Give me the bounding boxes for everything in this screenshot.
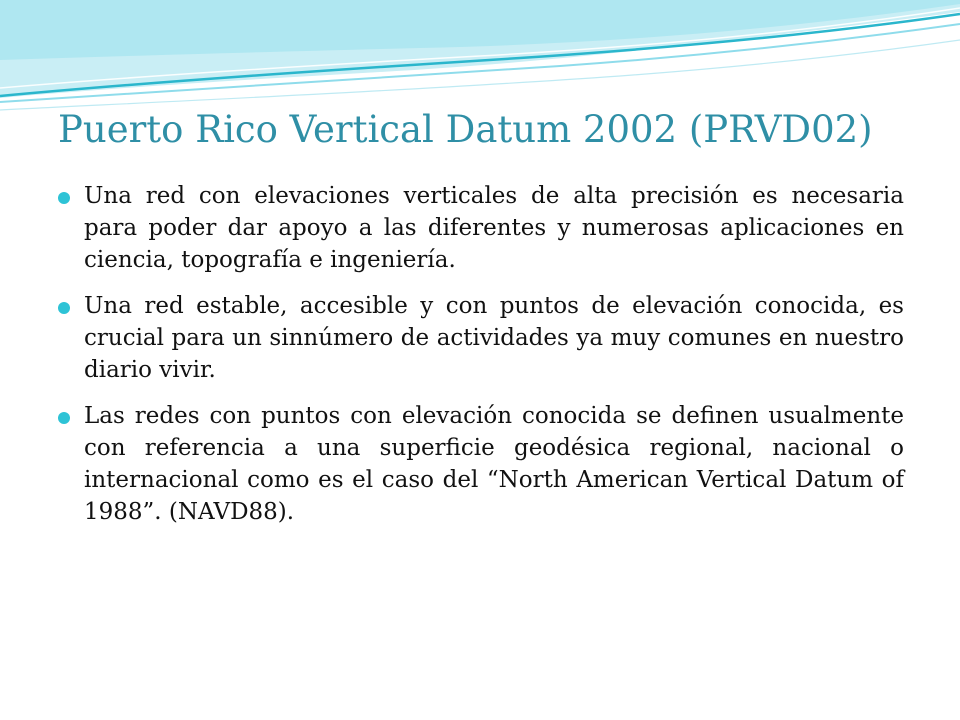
- bullet-text: Una red estable, accesible y con puntos de elevación conocida, es crucial para un sinnúmero de actividades ya muy comunes en nuestro diario vivir.: [84, 293, 904, 383]
- bullet-text: Una red con elevaciones verticales de alta precisión es necesaria para poder dar apoyo a las diferentes y numerosas aplicaciones en ciencia, topografía e ingeniería.: [84, 183, 904, 273]
- bullet-item: [58, 290, 904, 386]
- slide-title: Puerto Rico Vertical Datum 2002 (PRVD02): [58, 108, 873, 151]
- bullet-list: [58, 180, 904, 542]
- header-wave-decoration: [0, 0, 960, 120]
- bullet-icon: [58, 302, 70, 314]
- bullet-item: [58, 180, 904, 276]
- bullet-icon: [58, 412, 70, 424]
- bullet-item: [58, 400, 904, 528]
- bullet-icon: [58, 192, 70, 204]
- bullet-text: Las redes con puntos con elevación conocida se definen usualmente con referencia a una superficie geodésica regional, nacional o internacional como es el caso del “North American Vertical Datum of 1988”. (NAVD88).: [84, 403, 904, 525]
